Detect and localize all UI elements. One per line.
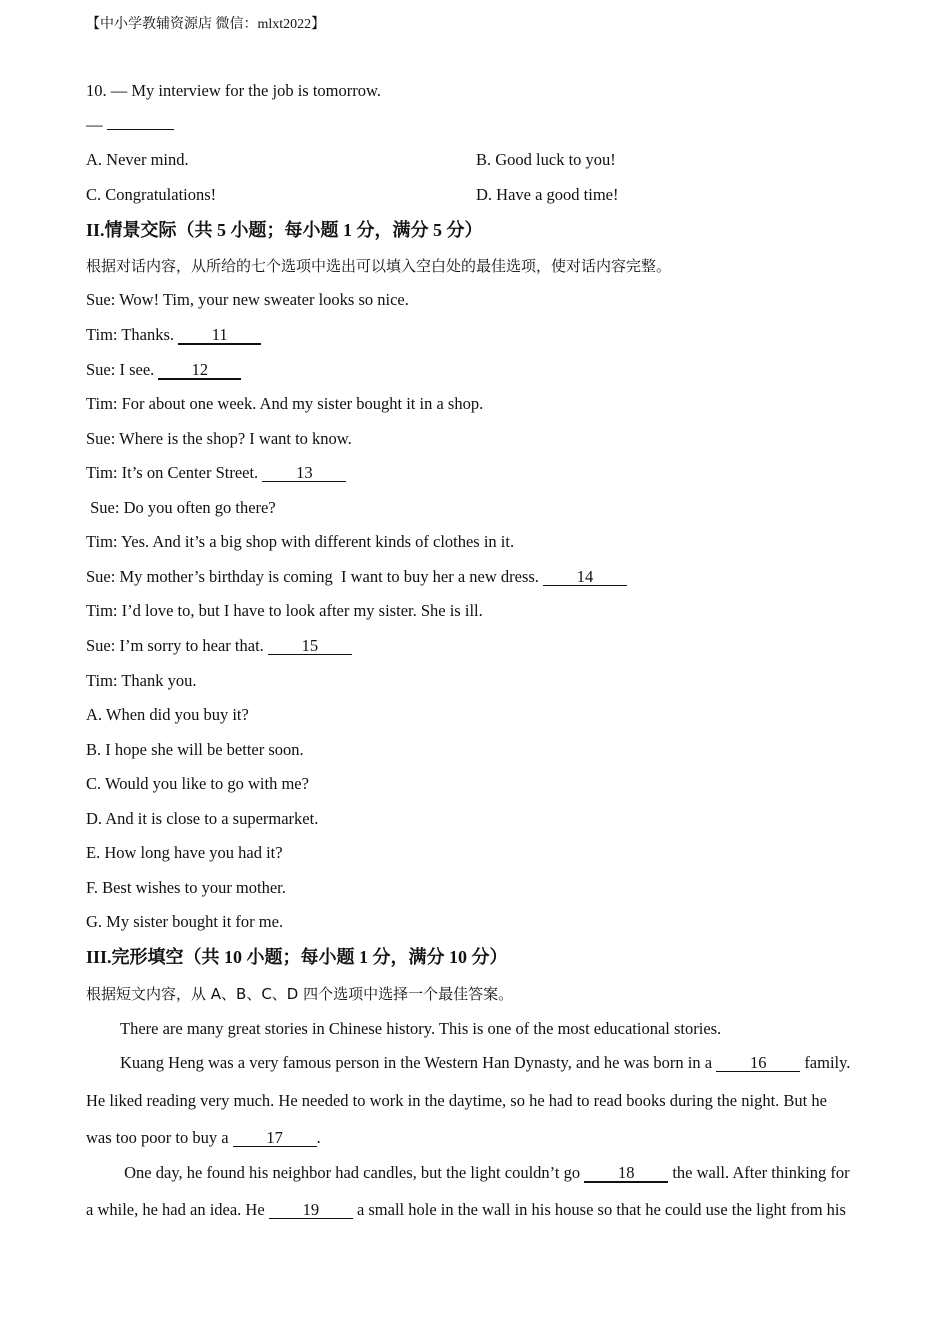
option-g: G. My sister bought it for me. [86,912,284,931]
dialogue-line-12: Tim: Thank you. [86,671,197,690]
dialogue-line-5: Sue: Where is the shop? I want to know. [86,429,352,448]
dialogue-line-1: Sue: Wow! Tim, your new sweater looks so nice. [86,290,409,309]
option-c: C. Would you like to go with me? [86,774,309,793]
q10-reply-dash: — [86,115,107,134]
blank-15: 15 [268,637,352,655]
passage-line-5 [120,1163,850,1183]
dialogue-line-6-text: Tim: It’s on Center Street. [86,463,263,482]
q10-option-a: A. Never mind. [86,150,189,169]
blank-17: 17 [233,1129,317,1147]
section2-title: II.情景交际（共 5 小题；每小题 1 分，满分 5 分） [86,220,483,240]
dialogue-line-9 [86,567,627,587]
q10-question: 10. — My interview for the job is tomorrow. [86,81,381,100]
q10-reply [86,115,174,135]
dialogue-line-6 [86,463,346,483]
watermark-header: 【中小学教辅资源店 微信：mlxt2022】 [86,17,326,32]
passage-line-5-end: the wall. After thinking for [668,1163,850,1182]
q10-reply-blank [107,129,174,130]
passage-line-6 [86,1200,846,1220]
passage-line-3: He liked reading very much. He needed to work in the daytime, so he had to read books during the night. But he [86,1091,827,1110]
passage-line-2-end: family. [800,1053,851,1072]
passage-line-6-start: a while, he had an idea. He [86,1200,269,1219]
dialogue-line-2 [86,325,261,345]
passage-line-2-start: Kuang Heng was a very famous person in the Western Han Dynasty, and he was born in a [120,1053,717,1072]
option-f: F. Best wishes to your mother. [86,878,286,897]
dialogue-line-9-text: Sue: My mother’s birthday is coming I want to buy her a new dress. [86,567,544,586]
dialogue-line-10: Tim: I’d love to, but I have to look after my sister. She is ill. [86,601,483,620]
dialogue-line-8: Tim: Yes. And it’s a big shop with different kinds of clothes in it. [86,532,515,551]
passage-line-5-start: One day, he found his neighbor had candles, but the light couldn’t go [120,1163,585,1182]
q10-option-c: C. Congratulations! [86,185,217,204]
option-a: A. When did you buy it? [86,705,249,724]
dialogue-line-7: Sue: Do you often go there? [86,498,276,517]
q10-option-b: B. Good luck to you! [476,150,616,169]
passage-line-6-end: a small hole in the wall in his house so that he could use the light from his [352,1200,846,1219]
option-e: E. How long have you had it? [86,843,283,862]
dialogue-line-11-text: Sue: I’m sorry to hear that. [86,636,268,655]
dialogue-line-11 [86,636,352,656]
dialogue-line-2-text: Tim: Thanks. [86,325,179,344]
passage-line-4 [86,1128,321,1148]
passage-line-1: There are many great stories in Chinese history. This is one of the most educational stories. [120,1019,722,1038]
passage-line-4-end: . [316,1128,321,1147]
section3-title: III.完形填空（共 10 小题；每小题 1 分，满分 10 分） [86,947,508,967]
blank-16: 16 [716,1054,800,1072]
blank-19: 19 [269,1201,353,1219]
section3-instruction: 根据短文内容，从 A、B、C、D 四个选项中选择一个最佳答案。 [86,985,514,1003]
section2-instruction: 根据对话内容，从所给的七个选项中选出可以填入空白处的最佳选项，使对话内容完整。 [86,257,672,275]
passage-line-4-start: was too poor to buy a [86,1128,233,1147]
dialogue-line-4: Tim: For about one week. And my sister bought it in a shop. [86,394,484,413]
option-b: B. I hope she will be better soon. [86,740,304,759]
dialogue-line-3 [86,360,241,380]
blank-12: 12 [158,361,241,380]
option-d: D. And it is close to a supermarket. [86,809,319,828]
dialogue-line-3-text: Sue: I see. [86,360,159,379]
blank-13: 13 [262,464,346,482]
passage-line-2 [120,1053,850,1073]
blank-11: 11 [178,326,261,345]
blank-18: 18 [584,1164,668,1183]
q10-option-d: D. Have a good time! [476,185,619,204]
blank-14: 14 [543,568,627,586]
